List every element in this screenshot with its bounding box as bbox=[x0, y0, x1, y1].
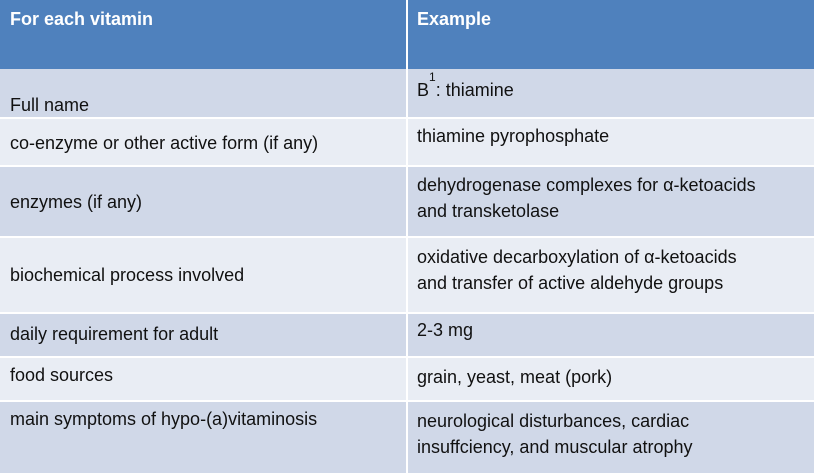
row-label: enzymes (if any) bbox=[10, 191, 143, 212]
row-label: Full name bbox=[10, 94, 90, 115]
row-value bbox=[407, 167, 814, 236]
row-label: food sources bbox=[10, 365, 114, 385]
row-value-line: insuffciency, and muscular atrophy bbox=[417, 437, 693, 457]
row-value bbox=[407, 238, 814, 312]
row-value-line: dehydrogenase complexes for α-ketoacids bbox=[417, 175, 756, 195]
column-divider bbox=[406, 0, 408, 473]
row-value-line: neurological disturbances, cardiac bbox=[417, 411, 690, 431]
row-value: grain, yeast, meat (pork) bbox=[417, 367, 613, 387]
row-value-line: and transfer of active aldehyde groups bbox=[417, 273, 724, 293]
row-value-line: and transketolase bbox=[417, 201, 560, 221]
row-value-prefix: B bbox=[417, 80, 430, 100]
row-value bbox=[407, 402, 814, 473]
row-label: daily requirement for adult bbox=[10, 324, 219, 344]
row-value: thiamine pyrophosphate bbox=[417, 126, 610, 146]
row-label: main symptoms of hypo-(a)vitaminosis bbox=[10, 409, 318, 429]
row-value-suffix: : thiamine bbox=[435, 80, 514, 100]
row-label: co-enzyme or other active form (if any) bbox=[10, 133, 319, 153]
row-label: biochemical process involved bbox=[10, 265, 245, 285]
row-value: B 1 : thiamine bbox=[407, 69, 814, 126]
row-value-line: oxidative decarboxylation of α-ketoacids bbox=[417, 247, 737, 267]
row-value: 2-3 mg bbox=[417, 320, 474, 340]
header-cell-vitamin: For each vitamin bbox=[10, 9, 154, 29]
header-cell-example: Example bbox=[417, 9, 492, 29]
